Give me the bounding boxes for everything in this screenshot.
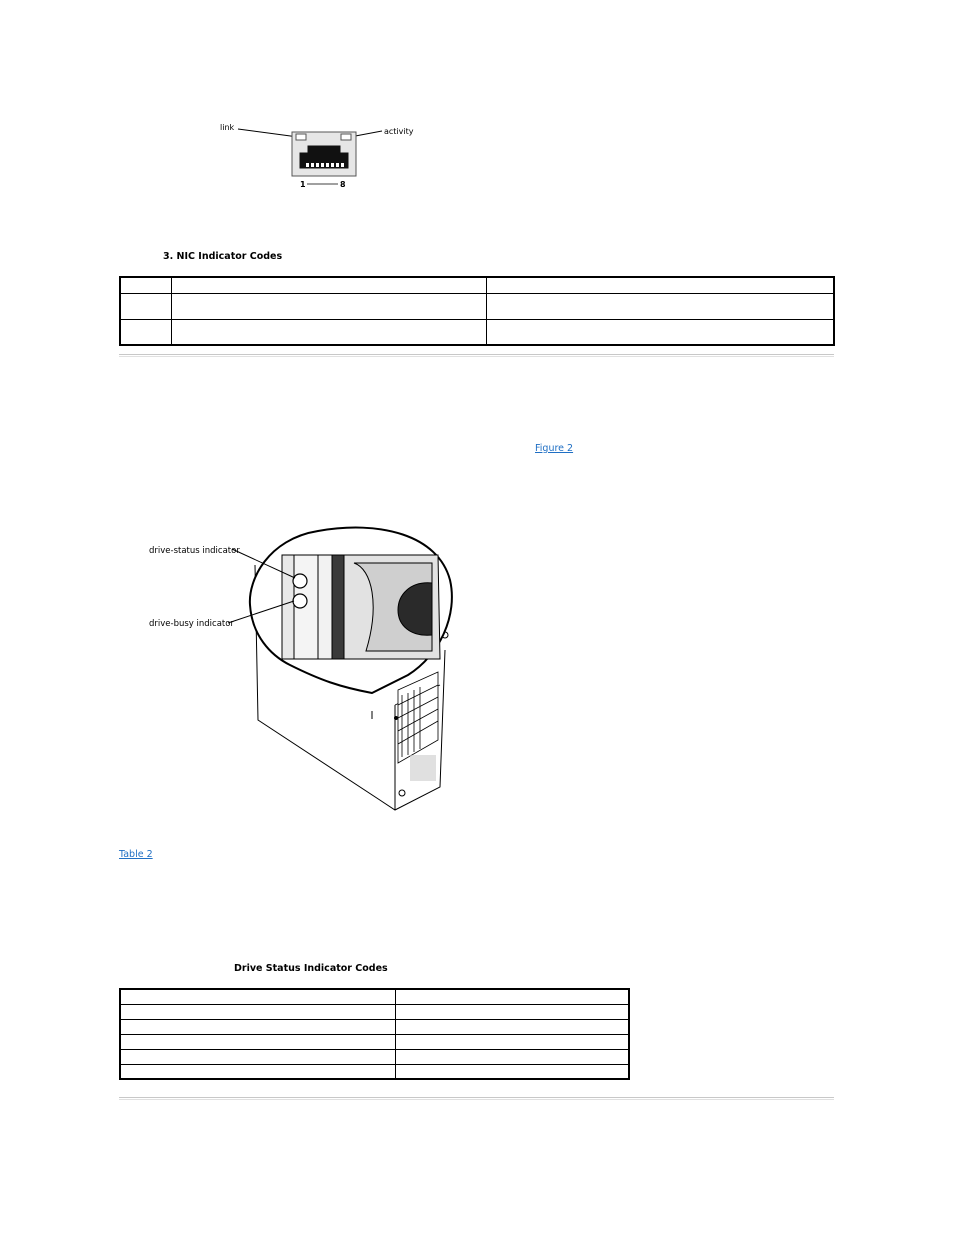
- table-cell: [120, 277, 172, 293]
- nic-table-caption: 3. NIC Indicator Codes: [163, 251, 283, 262]
- table-2-link[interactable]: Table 2: [119, 849, 153, 860]
- table-cell: [172, 319, 487, 345]
- label-drive-busy-indicator: drive-busy indicator: [149, 619, 234, 629]
- figure-2-link[interactable]: Figure 2: [535, 443, 574, 454]
- label-link: link: [220, 123, 235, 132]
- table-cell: [120, 319, 172, 345]
- table-row: [120, 1019, 629, 1034]
- drive-table-caption: Drive Status Indicator Codes: [234, 963, 388, 974]
- section-divider: [119, 1097, 834, 1099]
- table-cell: [120, 293, 172, 319]
- section-divider: [119, 354, 834, 356]
- drive-indicator-figure: [140, 525, 470, 815]
- table-cell: [396, 1004, 630, 1019]
- table-cell: [172, 293, 487, 319]
- table-cell: [120, 1034, 396, 1049]
- nic-connector-figure: [210, 115, 430, 195]
- table-cell: [120, 1019, 396, 1034]
- nic-indicator-table: [119, 276, 835, 346]
- label-drive-status-indicator: drive-status indicator: [149, 546, 240, 556]
- table-row: [120, 293, 834, 319]
- table-row: [120, 1004, 629, 1019]
- label-pin-1: 1: [300, 180, 306, 189]
- table-cell: [396, 1049, 630, 1064]
- table-cell: [396, 1064, 630, 1079]
- table-cell: [120, 1004, 396, 1019]
- table-cell: [396, 989, 630, 1004]
- table-row: [120, 1049, 629, 1064]
- table-cell: [487, 319, 835, 345]
- table-cell: [120, 989, 396, 1004]
- label-activity: activity: [384, 127, 414, 136]
- table-row: [120, 1034, 629, 1049]
- table-row: [120, 1064, 629, 1079]
- table-row: [120, 989, 629, 1004]
- table-cell: [120, 1049, 396, 1064]
- table-row: [120, 277, 834, 293]
- table-cell: [396, 1034, 630, 1049]
- table-cell: [487, 277, 835, 293]
- table-cell: [172, 277, 487, 293]
- table-cell: [487, 293, 835, 319]
- table-cell: [120, 1064, 396, 1079]
- label-pin-8: 8: [340, 180, 346, 189]
- table-cell: [396, 1019, 630, 1034]
- table-row: [120, 319, 834, 345]
- drive-status-table: [119, 988, 630, 1080]
